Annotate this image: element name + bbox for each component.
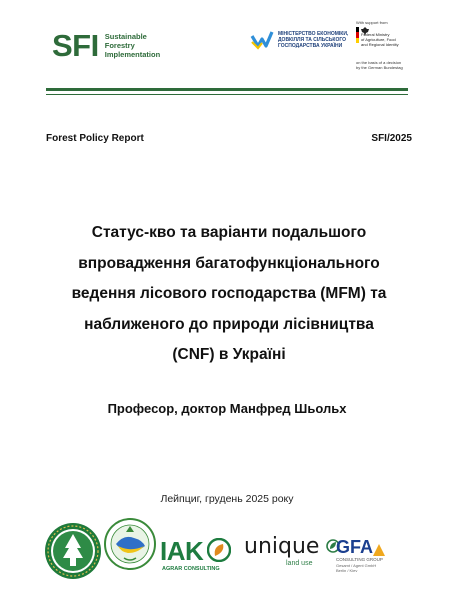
bmel-name — [361, 32, 416, 47]
gfa-wordmark — [336, 538, 398, 556]
title-line: Статус-кво та варіанти подальшого — [91, 224, 367, 241]
document-title — [52, 218, 406, 371]
gfa-small-print — [336, 563, 398, 573]
sfi-logo-mark: SFI — [52, 28, 99, 63]
report-series: Forest Policy Report — [46, 133, 144, 144]
title-line: впровадження багатофункціонального — [78, 254, 380, 272]
title-line: ведення лісового господарства (MFM) та — [71, 285, 387, 302]
report-code: SFI/2025 — [371, 133, 412, 144]
bmel-logo — [354, 20, 416, 78]
unique-subtitle: land use — [286, 560, 313, 567]
ministry-line-3: ГОСПОДАРСТВА УКРАЇНИ — [278, 43, 343, 50]
bmel-line-2: of Agriculture, Food — [361, 37, 396, 42]
ukraine-seal-logo — [104, 518, 156, 570]
forestry-seal-logo — [44, 522, 102, 580]
bmel-supported-text: With support from — [356, 20, 388, 25]
unique-wordmark: unique — [244, 534, 320, 559]
ministry-line-2: ДОВКІЛЛЯ ТА СІЛЬСЬКОГО — [278, 36, 347, 43]
header-rule-thin — [46, 94, 408, 95]
gfa-small-line-2: Berlin / Kiev — [336, 568, 358, 573]
iak-wordmark: IAK — [160, 536, 204, 566]
header-rule-thick — [46, 88, 408, 91]
ministry-name — [278, 31, 366, 50]
bmel-line-3: and Regional Identity — [361, 42, 399, 47]
leaf-circle-icon — [207, 538, 231, 562]
gfa-subtitle: CONSULTING GROUP — [336, 557, 383, 562]
bmel-line-1: Federal Ministry — [361, 32, 390, 37]
gfa-logo — [336, 538, 398, 573]
author: Професор, доктор Манфред Шьольх — [107, 401, 347, 416]
ministry-line-1: МІНІСТЕРСТВО ЕКОНОМІКИ, — [278, 30, 349, 37]
iak-logo — [160, 536, 231, 572]
iak-subtitle: AGRAR CONSULTING — [162, 566, 220, 572]
bmel-decision-line-1: on the basis of a decision — [356, 60, 402, 65]
unique-logo — [244, 534, 340, 567]
sfi-logo — [52, 30, 160, 61]
title-line: наближеного до природи лісівництва — [84, 315, 374, 333]
bmel-decision-line-2: by the German Bundestag — [356, 65, 403, 70]
ministry-logo — [250, 28, 366, 52]
gfa-small-line-1: Gesamt / Agent GmbH — [336, 563, 377, 568]
sfi-line-1: Sustainable — [104, 32, 147, 41]
sfi-logo-text — [105, 32, 160, 59]
bmel-decision-note — [356, 60, 412, 70]
gfa-letters: GFA — [336, 537, 374, 557]
ministry-emblem-icon — [250, 28, 274, 52]
sfi-line-2: Forestry — [104, 41, 135, 50]
sfi-line-3: Implementation — [104, 50, 161, 59]
place-date: Лейпциг, грудень 2025 року — [160, 493, 294, 505]
title-line: (CNF) в Україні — [172, 346, 286, 363]
gfa-triangle-icon — [373, 542, 385, 556]
german-flag-icon — [356, 27, 359, 43]
